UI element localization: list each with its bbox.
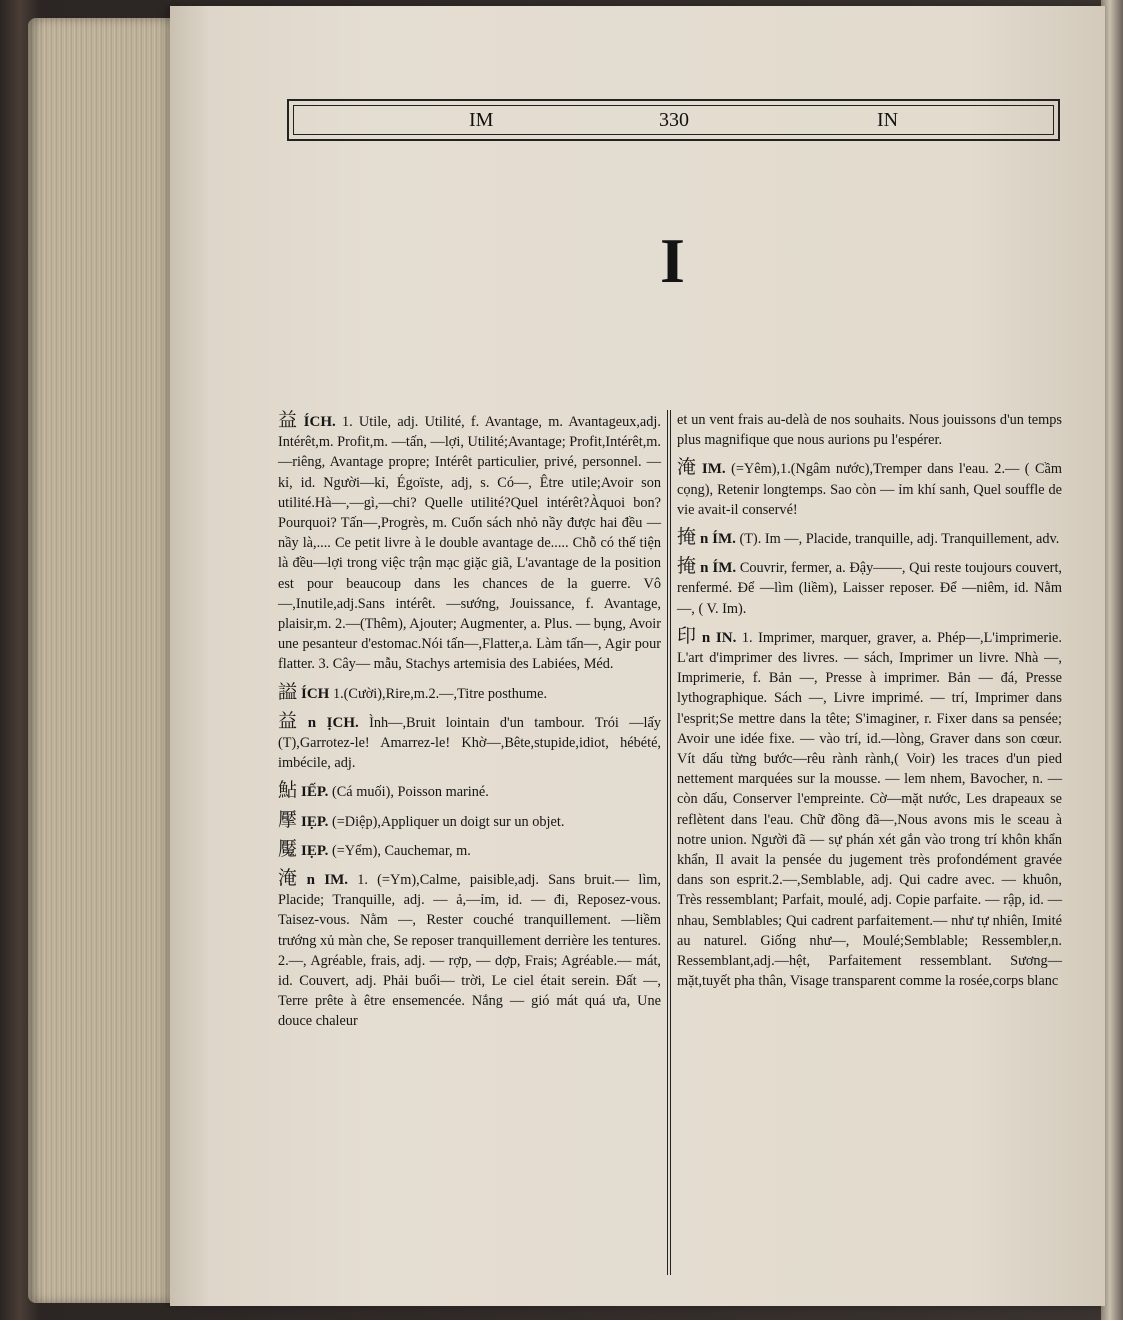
entry-character: 掩 (677, 555, 697, 578)
entry-character: 淹 (278, 867, 303, 890)
dictionary-entry (278, 868, 661, 1032)
entry-headword: IẾP. (301, 784, 329, 801)
entry-headword: IM. (701, 461, 726, 478)
dictionary-entry (677, 410, 1062, 450)
entry-headword: ÍCH (301, 685, 330, 702)
entry-definition: 1. Imprimer, marquer, graver, a. Phép—,L'imprimerie. L'art d'imprimer des livres. — sách, Imprimer un livre. Nhà —, Imprimerie, f. Bản —, Presse à imprimer. Bản — đá, Presse lythographique. Sách —, Livre imprimé. — trí, Imprimer dans l'esprit;Se mettre dans la tête; S'imaginer, r. Fixer dans sa pensée; Avoir une idée fixe. — vào trí, id.—lòng, Graver dans son cœur. Vít dấu từng bước—rêu rành rành,( Voir) les traces d'un pied nettement marquées sur la mousse. — lem nhem, Bavocher, n. —còn dấu, Conserver l'empreinte. Cờ—mặt nước, Les drapeaux se reflètent dans l'eau. Chữ đồng đã—,Nous avons mis le sceau à notre union. Người đã — sự phán xét gắn vào trong trí khôn khẩn khẩn, Il avait la pensée du jugement très profondément gravée dans son esprit.2.—,Semblable, adj. Qui cadre avec. — khuôn, Très ressemblant; Parfait, moulé, adj. Copie parfaite. — rập, id. — nhau, Semblables; Qui cadrent parfaitement.— như tự nhiên, Imité au naturel. Giống như—, Moulé;Semblable; Ressembler,n. Ressemblant,adj.—hệt, Parfaitement ressemblant. Sương—mặt,tuyết pha thân, Visage transparent comme la rosée,corps blanc (677, 629, 1062, 990)
right-column (677, 410, 1062, 998)
entry-headword: n ÍM. (700, 531, 736, 548)
entry-definition: (=Yêm),1.(Ngâm nước),Tremper dans l'eau. 2.— ( Cầm cọng), Retenir longtemps. Sao còn — ỉm khí sanh, Quel souffle de vie avait-il conservé! (677, 461, 1062, 518)
entry-definition: 1.(Cười),Rire,m.2.—,Titre posthume. (332, 685, 548, 702)
page-number: 330 (659, 109, 689, 131)
entry-character: 淹 (677, 456, 698, 479)
entry-headword: IẸP. (301, 842, 329, 859)
entry-definition: 1. Utile, adj. Utilité, f. Avantage, m. Avantageux,adj. Intérêt,m. Profit,m. —tấn, —lợi, Utilité;Avantage; Profit,Intérêt,m. —riêng, Avantage propre; Intérêt particulier, privé, personnel. —kỉ, id. Người—kỉ, Égoïste, adj, s. Có—, Être utile;Avoir son utilité.Hà—,—gì,—chi? Quelle utilité?Quel intérêt?Àquoi bon?Pourquoi? Tấn—,Progrès, m. Cuốn sách nhỏ nầy được hai đều — nầy là,.... Ce petit livre à le double avantage de..... Chỗ có thế tiện là đều—lợi trong việc trận mạc giặc giã, L'avantage de la position est pour beaucoup dans les chances de la guerre. Vô—,Inutile,adj.Sans intérêt. —sướng, Jouissance, f. Avantage, plaisir,m. 2.—(Thêm), Ajouter; Augmenter, a. Plus. — bụng, Avoir une pesanteur d'estomac.Nói tấn—,Flatter,a. Làm tấn—, Agir pour flatter. 3. Cây— mẫu, Stachys artemisia des Labiées, Méd. (278, 414, 661, 673)
entry-headword: n ÍM. (700, 560, 737, 577)
entry-definition: (=Yểm), Cauchemar, m. (331, 842, 471, 859)
dictionary-entry (278, 682, 661, 704)
entry-headword: IẸP. (301, 813, 329, 830)
dictionary-page (170, 6, 1105, 1306)
dictionary-entry (677, 626, 1062, 992)
entry-character: 謚 (278, 680, 298, 703)
entry-character: 擪 (278, 808, 298, 831)
dictionary-entry (677, 556, 1062, 619)
entry-character: 益 (278, 709, 304, 732)
entry-character: 掩 (677, 526, 697, 549)
dictionary-entry (278, 810, 661, 832)
entry-definition: Ình—,Bruit lointain d'un tambour. Trói —lấy (T),Garrotez-le! Amarrez-le! Khờ—,Bête,stupide,idiot, hébété, imbécile, adj. (278, 714, 661, 772)
left-column (278, 410, 661, 1039)
entry-definition: 1. (=Ym),Calme, paisible,adj. Sans bruit.— lìm, Placide; Tranquille, adj. — ả,—ỉm, id. — đi, Reposez-vous. Taisez-vous. Nằm —, Rester couché tranquillement. —liềm trướng xủ màn che, Se reposer tranquillement derrière les tentures. 2.—, Agréable, frais, adj. — rợp, — dợp, Frais; Agréable.— mát, id. Couvert, adj. Phải buổi— trời, Le ciel était serein. Đất —, Terre prête à être ensemencée. Nắng — gió mát quá ưa, Une douce chaleur (278, 872, 661, 1030)
entry-definition: (=Diệp),Appliquer un doigt sur un objet. (331, 813, 565, 830)
entry-headword: n IN. (701, 629, 737, 646)
entry-character: 印 (677, 624, 698, 647)
dictionary-entry (278, 780, 661, 802)
entry-definition: et un vent frais au-delà de nos souhaits. Nous jouissons d'un temps plus magnifique que nous aurions pu l'espérer. (677, 412, 1062, 449)
page-stack-edges (28, 18, 178, 1303)
entry-character: 鮎 (278, 779, 298, 802)
column-divider (667, 410, 671, 1275)
entry-definition: (Cá muối), Poisson mariné. (331, 784, 489, 801)
entry-definition: Couvrir, fermer, a. Đậy——, Qui reste toujours couvert, renfermé. Để —lìm (liềm), Laisser reposer. Để —niêm, id. Nằm —, ( V. Im). (677, 560, 1062, 617)
entry-character: 魘 (278, 837, 298, 860)
running-header (287, 99, 1060, 141)
entry-headword: ÍCH. (303, 414, 336, 430)
section-letter: I (660, 225, 685, 296)
dictionary-entry (677, 527, 1062, 549)
entry-headword: n ỊCH. (307, 714, 359, 731)
entry-definition: (T). Im —, Placide, tranquille, adj. Tranquillement, adv. (739, 531, 1060, 548)
header-left-guide: IM (469, 109, 494, 131)
entry-character: 益 (278, 409, 300, 431)
header-right-guide: IN (877, 109, 899, 131)
dictionary-entry (278, 839, 661, 861)
dictionary-entry (677, 457, 1062, 520)
entry-headword: n IM. (306, 872, 349, 889)
dictionary-entry (278, 711, 661, 774)
dictionary-entry (278, 410, 661, 675)
